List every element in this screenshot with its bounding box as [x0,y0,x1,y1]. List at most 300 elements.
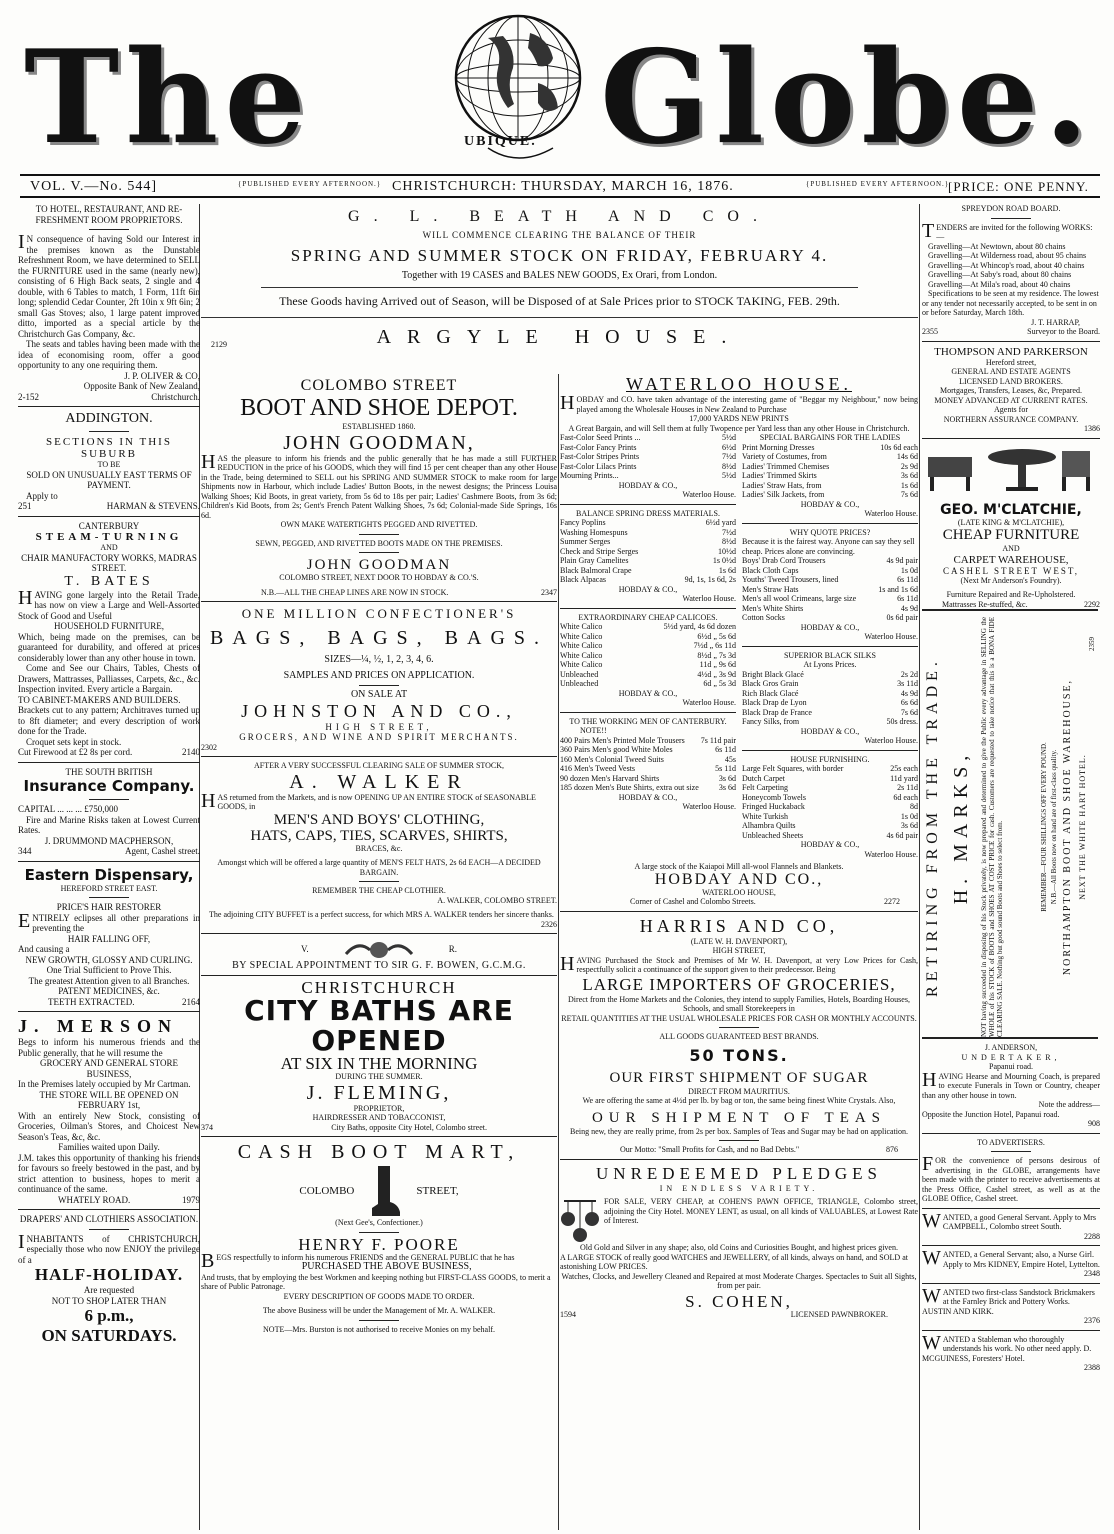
ad-body: NEXT THE WHITE HART HOTEL. [1078,754,1087,900]
published-note-right: {PUBLISHED EVERY AFTERNOON.} [806,180,950,188]
price-list-item: Fancy Poplins [560,518,606,527]
ad-body: The above Business will be under the Management of Mr. A. WALKER. [262,1306,496,1315]
price-list-row [560,556,736,566]
price-list-item: 185 dozen Men's Bute Shirts, extra out size [560,783,699,792]
price-list-row [742,556,918,566]
ad-body: NEW GROWTH, GLOSSY AND CURLING. [25,954,193,965]
price-list-row [560,622,736,632]
ad-body: THE STORE WILL BE OPENED ON FEBRUARY 1st, [39,1089,179,1110]
masthead-word-globe: Globe. [600,23,1095,173]
price-list-row [742,812,918,822]
ad-body: R. [448,944,457,954]
ad-body: A large stock of the Kaiapoi Mill all-wool Flannels and Blankets. [634,862,844,871]
ad-body: N.B.—All Boots now on hand are of first-class quality. [1050,749,1058,905]
price-list-row [560,632,736,642]
ad-body: Begs to inform his numerous friends and the Public generally, that he will resume the [18,1037,200,1058]
price-list-price: 6s 11d [897,594,918,603]
price-list-dress [560,518,736,585]
ad-body: Our Motto: "Small Profits for Cash, and no Bad Debts." [620,1145,800,1154]
price-list-price: 8½d [722,461,736,471]
price-list-price: 4s 6d pair [886,830,918,840]
ad-body: Together with 19 CASES and BALES NEW GOODS, Ex Orari, from London. [401,270,718,281]
ad-number: 2292 [1084,599,1100,609]
price-list-silks [742,670,918,727]
ad-heading: NORTHAMPTON BOOT AND SHOE WAREHOUSE, [1062,678,1073,976]
ad-heading: CHEAP FURNITURE [942,527,1080,543]
ad-body: HAVING Purchased the Stock and Premises of Mr W. H. Davenport, at very Low Prices for Cash, respectfully solicit a continuance of the support given to their predecessor. Being [560,952,918,975]
ad-heading: TO ADVERTISERS. [977,1137,1045,1147]
price-list-price: 3s 6d [718,773,736,783]
price-list-price: 14s 6d [896,452,918,461]
price-list-row [560,471,736,481]
ad-heading: CHRISTCHURCH [301,978,457,997]
price-list-price: 2s 2d [900,669,918,679]
price-list-item: 160 Men's Colonial Tweed Suits [560,754,664,764]
waterloo-left-column [560,433,736,859]
price-list-row [560,660,736,670]
price-list-item: Bright Black Glacé [742,669,804,679]
boot-icon [368,1164,402,1218]
ad-heading: CARPET WAREHOUSE, [953,553,1069,566]
ad-heading: SPRING AND SUMMER STOCK ON FRIDAY, FEBRUARY 4. [290,246,829,265]
price-list-item: Large Felt Squares, with border [742,764,844,773]
ad-address: Christchurch. [151,391,200,402]
ad-body: At Lyons Prices. [803,660,857,669]
ad-body: TEETH EXTRACTED. [48,996,135,1007]
ad-body: UNDERTAKER, [961,1052,1061,1062]
ad-signature: J. P. OLIVER & CO, [124,370,200,381]
ad-body: Specifications to be seen at my residence. The lowest or any tender not necessarily accepted, to be sent in on or before Saturday, March 18th. [922,289,1099,317]
price-list-price: 11d yard [890,773,918,783]
ad-body: A Great Bargain, and will Sell them at fully Twopence per Yard less than any other House in Christchurch. [568,423,910,433]
price-list-price: 6s 6d [900,698,918,707]
ad-body: REMEMBER—FOUR SHILLINGS OFF EVERY POUND. [1040,742,1048,912]
price-list-row [560,433,736,443]
ad-body: CAPITAL ... ... ... £750,000 [18,804,118,814]
ad-heading: G. L. BEATH AND CO. [348,208,771,225]
ad-body: DURING THE SUMMER. [335,1072,423,1081]
price-list-item: Rich Black Glacé [742,688,799,698]
price-list-price: 7½d „ 6s 11d [693,641,736,650]
ad-heading: HENRY F. POORE [298,1234,460,1254]
ad-body: Are requested [83,1285,135,1295]
price-list-item: Print Morning Dresses [742,442,815,452]
price-list-price: 45s [724,754,736,764]
price-list-row [742,670,918,680]
price-list-item: Fringed Huckaback [742,802,805,811]
ad-number: 1386 [1084,424,1100,433]
ad-heading: HALF-HOLIDAY. [34,1265,184,1284]
ad-number: 2302 [201,742,217,752]
ad-body: In the Premises lately occupied by Mr Cartman. [18,1079,191,1089]
ad-number: 876 [886,1145,898,1154]
ad-heading: DRAPERS' AND CLOTHIERS ASSOCIATION. [19,1214,199,1224]
price-list-item: Youths' Tweed Trousers, lined [742,575,839,584]
ad-heading: JOHNSTON AND CO., [241,700,517,721]
ad-body: Old Gold and Silver in any shape; also, old Coins and Curiosities Bought, and highest prices given. [580,1243,898,1252]
ad-body: Amongst which will be offered a large quantity of MEN'S FELT HATS, 2s 6d EACH—A DECIDED BARGAIN. [217,858,541,877]
ad-body: REMEMBER THE CHEAP CLOTHIER. [312,886,446,895]
ad-body: HIGH STREET, [325,721,433,732]
ad-heading: HOBDAY AND CO., [654,870,824,888]
column-rule [558,374,559,1530]
price-list-row [742,802,918,812]
price-list-row [560,575,736,585]
ad-body: NORTHERN ASSURANCE COMPANY. [943,414,1079,424]
price-list-row [560,566,736,576]
ad-heading: WHY QUOTE PRICES? [789,527,871,537]
ad-body: These Goods having Arrived out of Season, will be Disposed of at Sale Prices prior to STOCK TAKING, FEB. 29th. [279,294,840,308]
ad-signature: HOBDAY & CO., [618,584,678,594]
price-list-row [742,821,918,831]
price-list-row [742,698,918,708]
ad-body: INHABITANTS of CHRISTCHURCH, especially those who now ENJOY the privilege of a [18,1230,200,1265]
ad-body: Note the address— [1038,1100,1100,1109]
column-4 [922,204,1100,1530]
price-list-row [742,783,918,793]
ad-heading: Eastern Dispensary, [24,865,194,884]
tender-item: Gravelling—At Saby's road, about 80 chains [928,270,1072,279]
price-list-item: Unbleached [560,679,599,688]
ad-body: HAVING gone largely into the Retail Trade, has now on view a Large and Well-Assorted Stock of Good and Useful [18,586,200,621]
ad-body: IN ENDLESS VARIETY. [659,1183,819,1193]
ad-body: WANTED two first-class Sandstock Brickmakers at the Farnley Brick and Pottery Works. AUSTIN AND KIRK. [922,1284,1095,1316]
issue-price: [PRICE: ONE PENNY. [948,179,1089,194]
ad-heading: J. MERSON [18,1016,179,1036]
ad-body: TO BE [97,460,121,469]
price-list-price: 6d „ 5s 3d [703,679,736,688]
price-list-ladies [742,443,918,500]
ad-heading: JOHN GOODMAN [306,557,452,573]
price-list-item: Men's White Shirts [742,603,804,613]
ad-body: CASHEL STREET WEST, [943,565,1079,576]
price-list-price: 7s 6d [900,490,918,499]
ad-body: Which, being made on the premises, can be guaranteed for durability, and offered at prices considerably lower than any other house in town. [18,631,200,663]
price-list-price: 50s dress. [886,717,918,726]
price-list-row [742,443,918,453]
ad-body: DIRECT FROM MAURITIUS. [688,1086,790,1096]
volume-number: VOL. V.—No. 544] [30,179,158,194]
ad-number: 2140 [182,747,200,757]
ad-address: Opposite the Junction Hotel, Papanui road. [922,1109,1060,1119]
ad-body: TO CABINET-MAKERS AND BUILDERS. [18,694,181,705]
ad-body: HEREFORD STREET EAST. [60,883,158,893]
ad-number: 374 [201,1122,213,1132]
issue-date: CHRISTCHURCH: THURSDAY, MARCH 16, 1876. [392,179,734,194]
tender-item: Gravelling—At Mila's road, about 40 chains [928,279,1071,289]
ad-body: NOTE—Mrs. Burston is not authorised to receive Monies on my behalf. [263,1324,495,1334]
price-list-item: White Calico [560,641,603,650]
price-list-row [742,594,918,604]
ad-body: WANTED, a General Servant; also, a Nurse Girl. Apply to Mrs KIDNEY, Empire Hotel, Lyttelton. [922,1247,1100,1269]
ad-heading: A. WALKER [289,770,469,793]
ad-heading: MEN'S AND BOYS' CLOTHING, [273,811,485,828]
price-list-price: 6½d [722,442,736,452]
ad-body: HAVING Hearse and Mourning Coach, is prepared to execute Funerals in Town or Country, cheaper than any other house in town. [922,1068,1100,1100]
royal-arms [201,938,557,960]
ad-signature: HOBDAY & CO., [618,688,678,698]
ad-number: 908 [1088,1119,1100,1128]
ad-body: SIZES—¼, ½, 1, 2, 3, 4, 6. [324,654,434,665]
ad-body: PRICE'S HAIR RESTORER [56,902,162,912]
price-list-price: 1s 6d [718,565,736,575]
ad-body: BEGS respectfully to inform his numerous FRIENDS and the GENERAL PUBLIC that he has [201,1249,515,1272]
ad-body: HAS the pleasure to inform his friends and the public generally that he has made a still FURTHER REDUCTION in the price of his GOODS, which they will find 15 per cent cheaper than any other House in the Trade, being determined to SELL out his SPRING AND SUMMER STOCK to make room for large Shipments now in Harbour, which include Ladies' Button Boots, in the newest designs; the Princess Louisa Walking Shoes; Kid Boots, in great variety, from 5s 6d to 18s per pair; Ladies' Cashmere Boots, from 3s 6d; Children's Kid Boots, from 2s; Gent's French Patent Walking Shoes, 7s 6d; Colonial-made Side Springs, 16s 6d. [201,450,557,520]
ad-address: Surveyor to the Board. [1027,327,1100,336]
price-list-price: 7½d [722,452,736,461]
ad-number: 2288 [1084,1231,1100,1241]
price-list-row [742,689,918,699]
price-list-price: 7s 6d [900,707,918,717]
price-list-row [560,651,736,661]
ad-body: EVERY DESCRIPTION OF GOODS MADE TO ORDER. [283,1291,475,1301]
ad-number: 2-152 [18,391,39,402]
price-list-item: Unbleached [560,669,599,679]
royal-crest-icon [344,938,414,960]
ad-body: GROCERS, AND WINE AND SPIRIT MERCHANTS. [239,732,519,742]
ad-address: Corner of Cashel and Colombo Streets. [630,897,756,906]
ad-address: Waterloo House. [864,849,918,859]
price-list-price: 11d „ 9s 6d [699,660,736,669]
ad-number: 2348 [1084,1269,1100,1278]
price-list-price: 3s 6d [718,783,736,792]
ad-heading: SPECIAL BARGAINS FOR THE LADIES [759,433,901,442]
ad-heading: S. COHEN, [685,1291,793,1311]
price-list-item: Cotton Socks [742,613,785,622]
ad-signature: HARMAN & STEVENS. [106,501,200,511]
ad-heading: BOOT AND SHOE DEPOT. [240,395,518,421]
ad-heading: HOUSE FURNISHING. [790,754,870,764]
pawnbroker-balls-icon [560,1197,600,1243]
ad-signature: HOBDAY & CO., [800,726,860,736]
price-list-item: White Calico [560,631,603,641]
price-list-item: Mourning Prints... [560,471,619,480]
price-list-row [560,547,736,557]
ad-heading: T. BATES [64,573,154,589]
masthead [0,0,1114,172]
ad-heading: TO HOTEL, RESTAURANT, AND RE-FRESHMENT ROOM PROPRIETORS. [35,204,183,225]
ad-address: Opposite Bank of New Zealand, [83,381,200,391]
ad-heading: OUR SHIPMENT OF TEAS [591,1109,887,1126]
ad-body: HAIRDRESSER AND TOBACCONIST, [312,1113,446,1122]
ad-body: AND [1002,544,1020,553]
ad-number: 1594 [560,1309,576,1319]
price-list-row [742,708,918,718]
price-list-price: 5½d [722,471,736,480]
price-list-calicoes [560,622,736,689]
ad-body: AND [100,543,118,552]
price-list-price: 4s 9d [900,688,918,698]
ad-body: Cut Firewood at £2 8s per cord. [18,747,133,757]
ad-body: COLOMBO [299,1185,355,1197]
ad-body: And trusts, that by employing the best Workmen and keeping nothing but FIRST-CLASS GOODS, to merit a share of Public Patronage. [201,1272,551,1291]
ad-heading: CASH BOOT MART, [237,1141,521,1163]
price-list-row [560,774,736,784]
furniture-icon [922,443,1098,497]
ad-body: The seats and tables having been made with the idea of economising room, offer a good opportunity to any one requiring them. [18,339,200,370]
ad-body: Hereford street, [985,357,1037,367]
price-list-price: 8d [910,802,918,811]
price-list-price: 6d each [893,792,918,802]
price-list-row [560,764,736,774]
ad-heading: TO THE WORKING MEN OF CANTERBURY. [569,716,727,726]
price-list-row [742,613,918,623]
ad-body: Families waited upon Daily. [58,1142,160,1152]
ad-heading: THE SOUTH BRITISH [65,766,153,777]
price-list-row [560,518,736,528]
price-list-price: 5s 11d [715,764,736,773]
price-list-item: Fancy Silks, from [742,717,800,726]
price-list-row [742,717,918,727]
ad-body: WANTED a Stableman who thoroughly understands his work. No other need apply. D. MCGUINESS, Foresters' Hotel. [922,1331,1092,1363]
column-rule [919,204,920,1530]
ad-body: HAS returned from the Markets, and is now OPENING UP AN ENTIRE STOCK of SEASONABLE GOODS, in [201,789,536,812]
price-list-furnishing [742,764,918,840]
price-list-row [560,670,736,680]
price-list-price: 1s and 1s 6d [878,584,918,594]
ad-body: WILL COMMENCE CLEARING THE BALANCE OF THEIR [422,230,697,240]
price-list-row [560,755,736,765]
price-list-price: 3s 6d [900,471,918,480]
ad-body: PROPRIETOR, [353,1103,405,1113]
price-list-item: Washing Homespuns [560,527,628,537]
dateline [20,174,1100,198]
price-list-item: Unbleached Sheets [742,830,804,840]
price-list-item: Black Gros Grain [742,679,799,688]
ad-heading: SPREYDON ROAD BOARD. [961,204,1061,213]
ad-heading: AT SIX IN THE MORNING [280,1054,478,1073]
price-list-price: 5½d [722,433,736,442]
ad-number: 2164 [182,996,200,1007]
price-list-row [560,443,736,453]
ad-address: City Baths, opposite City Hotel, Colombo street. [331,1122,487,1132]
price-list-item: 400 Pairs Men's Printed Mole Trousers [560,735,685,745]
ad-body: LICENSED LAND BROKERS. [959,376,1063,386]
ad-signature: HOBDAY & CO., [800,499,860,509]
price-list-item: Black Balmoral Crape [560,565,632,575]
ad-body: SAMPLES AND PRICES ON APPLICATION. [283,669,475,681]
price-list-item: Black Alpacas [560,575,606,584]
ad-body: Agents for [994,405,1028,414]
ad-signature: HOBDAY & CO., [618,480,678,490]
price-list-price: 2s 11d [897,783,918,792]
price-list-item: Check and Stripe Serges [560,546,639,556]
price-list-item: Ladies' Silk Jackets, from [742,490,825,499]
price-list-row [742,481,918,491]
ad-heading: J. ANDERSON, [984,1043,1038,1052]
price-list-item: White Calico [560,660,603,669]
ad-body: Being new, they are really prime, from 2s per box. Samples of Teas and Sugar may be had on application. [569,1126,908,1136]
ad-body: We are offering the same at 4½d per lb. by bag or ton, the same being finest White Crystals. Also, [582,1096,896,1105]
column-2 [201,378,557,1530]
tender-item: Gravelling—At Whincop's road, about 40 chains [928,260,1085,270]
ad-body: HOBDAY and CO. have taken advantage of the interesting game of "Beggar my Neighbour," now being played among the Wholesale Houses in New Zealand to Purchase [560,392,918,414]
price-list-prints [560,433,736,481]
ad-body: WATERLOO HOUSE, [702,887,776,897]
price-list-item: Black Drap de France [742,707,812,717]
price-list-row [742,462,918,472]
ad-heading: 50 TONS. [689,1045,789,1065]
ad-body: The greatest Attention given to all Branches. [28,975,190,986]
ad-signature: J. T. HARRAP, [1031,317,1080,327]
ad-body: OWN MAKE WATERTIGHTS PEGGED AND RIVETTED. [280,520,478,529]
ad-body: ALL GOODS GUARANTEED BEST BRANDS. [659,1032,819,1041]
price-list-price: 1s 0d [900,565,918,575]
ad-number: 1979 [182,1194,200,1205]
ad-body: ESTABLISHED 1860. [342,422,416,431]
masthead-motto: UBIQUE. [464,134,537,149]
price-list-price: 9d, 1s, 1s 6d, 2s [684,575,736,584]
ad-body: SOLD ON UNUSUALLY EAST TERMS OF PAYMENT. [26,469,192,490]
price-list-item: 360 Pairs Men's good White Moles [560,745,673,754]
price-list-item: Fast-Color Stripes Prints [560,452,640,461]
price-list-row [560,736,736,746]
ad-heading: EXTRAORDINARY CHEAP CALICOES. [578,612,718,622]
ad-heading: HARRIS AND CO, [639,915,839,936]
price-list-boys [742,556,918,623]
ad-heading: Insurance Company. [23,777,195,795]
price-list-row [742,764,918,774]
ad-body: Fire and Marine Risks taken at Lowest Current Rates. [18,814,200,835]
price-list-price: 3s 11d [897,679,918,688]
price-list-item: White Calico [560,622,603,631]
price-list-price: 5½d yard, 4s 6d dozen [663,622,736,631]
ad-body: LICENSED PAWNBROKER. [790,1309,888,1319]
ad-body: A LARGE STOCK of really good WATCHES and JEWELLERY, of all kinds, always on hand, and SOLD at astonishing LOW PRICES. [560,1252,908,1271]
ad-body: ON SALE AT [350,689,408,700]
ad-number: 2326 [541,919,557,929]
ad-address: Waterloo House. [682,594,736,603]
price-list-price: 7½d [722,527,736,537]
price-list-price: 0s 6d pair [886,613,918,622]
price-list-row [742,490,918,500]
ad-body: NOT having succeeded in disposing of his Stock privately, is now prepared and determined to give the Public every advantage in SELLING the WHOLE of his STOCK of BOOTS and SHOES AT COST PRICE for cash. Customers are requested to take notice that this is a BONA FIDE CLEARING SALE. Nothing but good sound Boots and Shoes to select from. [980,617,1004,1037]
ad-signature: J. DRUMMOND MACPHERSON, [44,835,174,846]
ad-body: GROCERY AND GENERAL STORE BUSINESS, [40,1058,178,1079]
price-list-item: Fast-Color Seed Prints ... [560,433,641,442]
ad-body: RETAIL QUANTITIES AT THE USUAL WHOLESALE PRICES FOR CASH OR MONTHLY ACCOUNTS. [561,1013,917,1023]
price-list-item: White Turkish [742,811,789,821]
ad-body: HOUSEHOLD FURNITURE, [54,621,164,631]
ad-body: ENTIRELY eclipses all other preparations in preventing the [18,909,200,933]
ad-body: Because it is the fairest way. Anyone can say they sell cheap. Prices alone are convincing. [742,537,915,556]
ad-heading: ARGYLE HOUSE. [376,326,743,348]
ad-number: 2388 [1084,1363,1100,1372]
ad-heading: J. FLEMING, [306,1081,452,1104]
price-list-price: 4½d „ 3s 9d [697,669,736,679]
column-3 [560,374,918,1530]
ad-body: TENDERS are invited for the following WORKS:— [922,219,1093,242]
price-list-item: Honeycomb Towels [742,792,806,802]
tender-list [922,242,1100,290]
masthead-word-the: The [24,23,312,173]
ad-body: IN consequence of having Sold our Interest in the premises known as the Dunstable Refreshment Room, we have determined to SELL the FURNITURE used in the same (nearly new), consisting of 6 High Back seats, 2 single and 4 double, with 6 Tables to match, 1 Form, 11ft 6in long; splendid Cedar Counter, 2ft 10in x 9ft 6in; 2 small Gas Stoves; also, 1 large patent improved ditto, imported as a special article by the Christchurch Gas Company, &c. [18,231,200,339]
ad-heading: ON SATURDAYS. [41,1326,177,1345]
ad-body: The adjoining CITY BUFFET is a perfect success, for which MRS A. WALKER tenders her sincere thanks. [209,910,554,919]
tender-item: Gravelling—At Wilderness road, about 95 chains [928,251,1087,260]
ad-address: Waterloo House. [682,698,736,707]
ad-heading: CANTERBURY [78,520,140,531]
ad-body: AFTER A VERY SUCCESSFUL CLEARING SALE OF SUMMER STOCK, [253,761,505,770]
ad-body: N.B.—ALL THE CHEAP LINES ARE NOW IN STOCK. [261,587,449,597]
ad-heading: HATS, CAPS, TIES, SCARVES, SHIRTS, [250,827,508,844]
ad-heading: OUR FIRST SHIPMENT OF SUGAR [609,1069,869,1086]
ad-body: Brackets cut to any pattern; Architraves turned up to 8ft diameter; and every description of work done for the Trade. [18,705,200,736]
price-list-row [560,537,736,547]
price-list-item: Dutch Carpet [742,773,785,783]
price-list-row [742,575,918,585]
price-list-item: Ladies' Trimmed Skirts [742,471,817,480]
